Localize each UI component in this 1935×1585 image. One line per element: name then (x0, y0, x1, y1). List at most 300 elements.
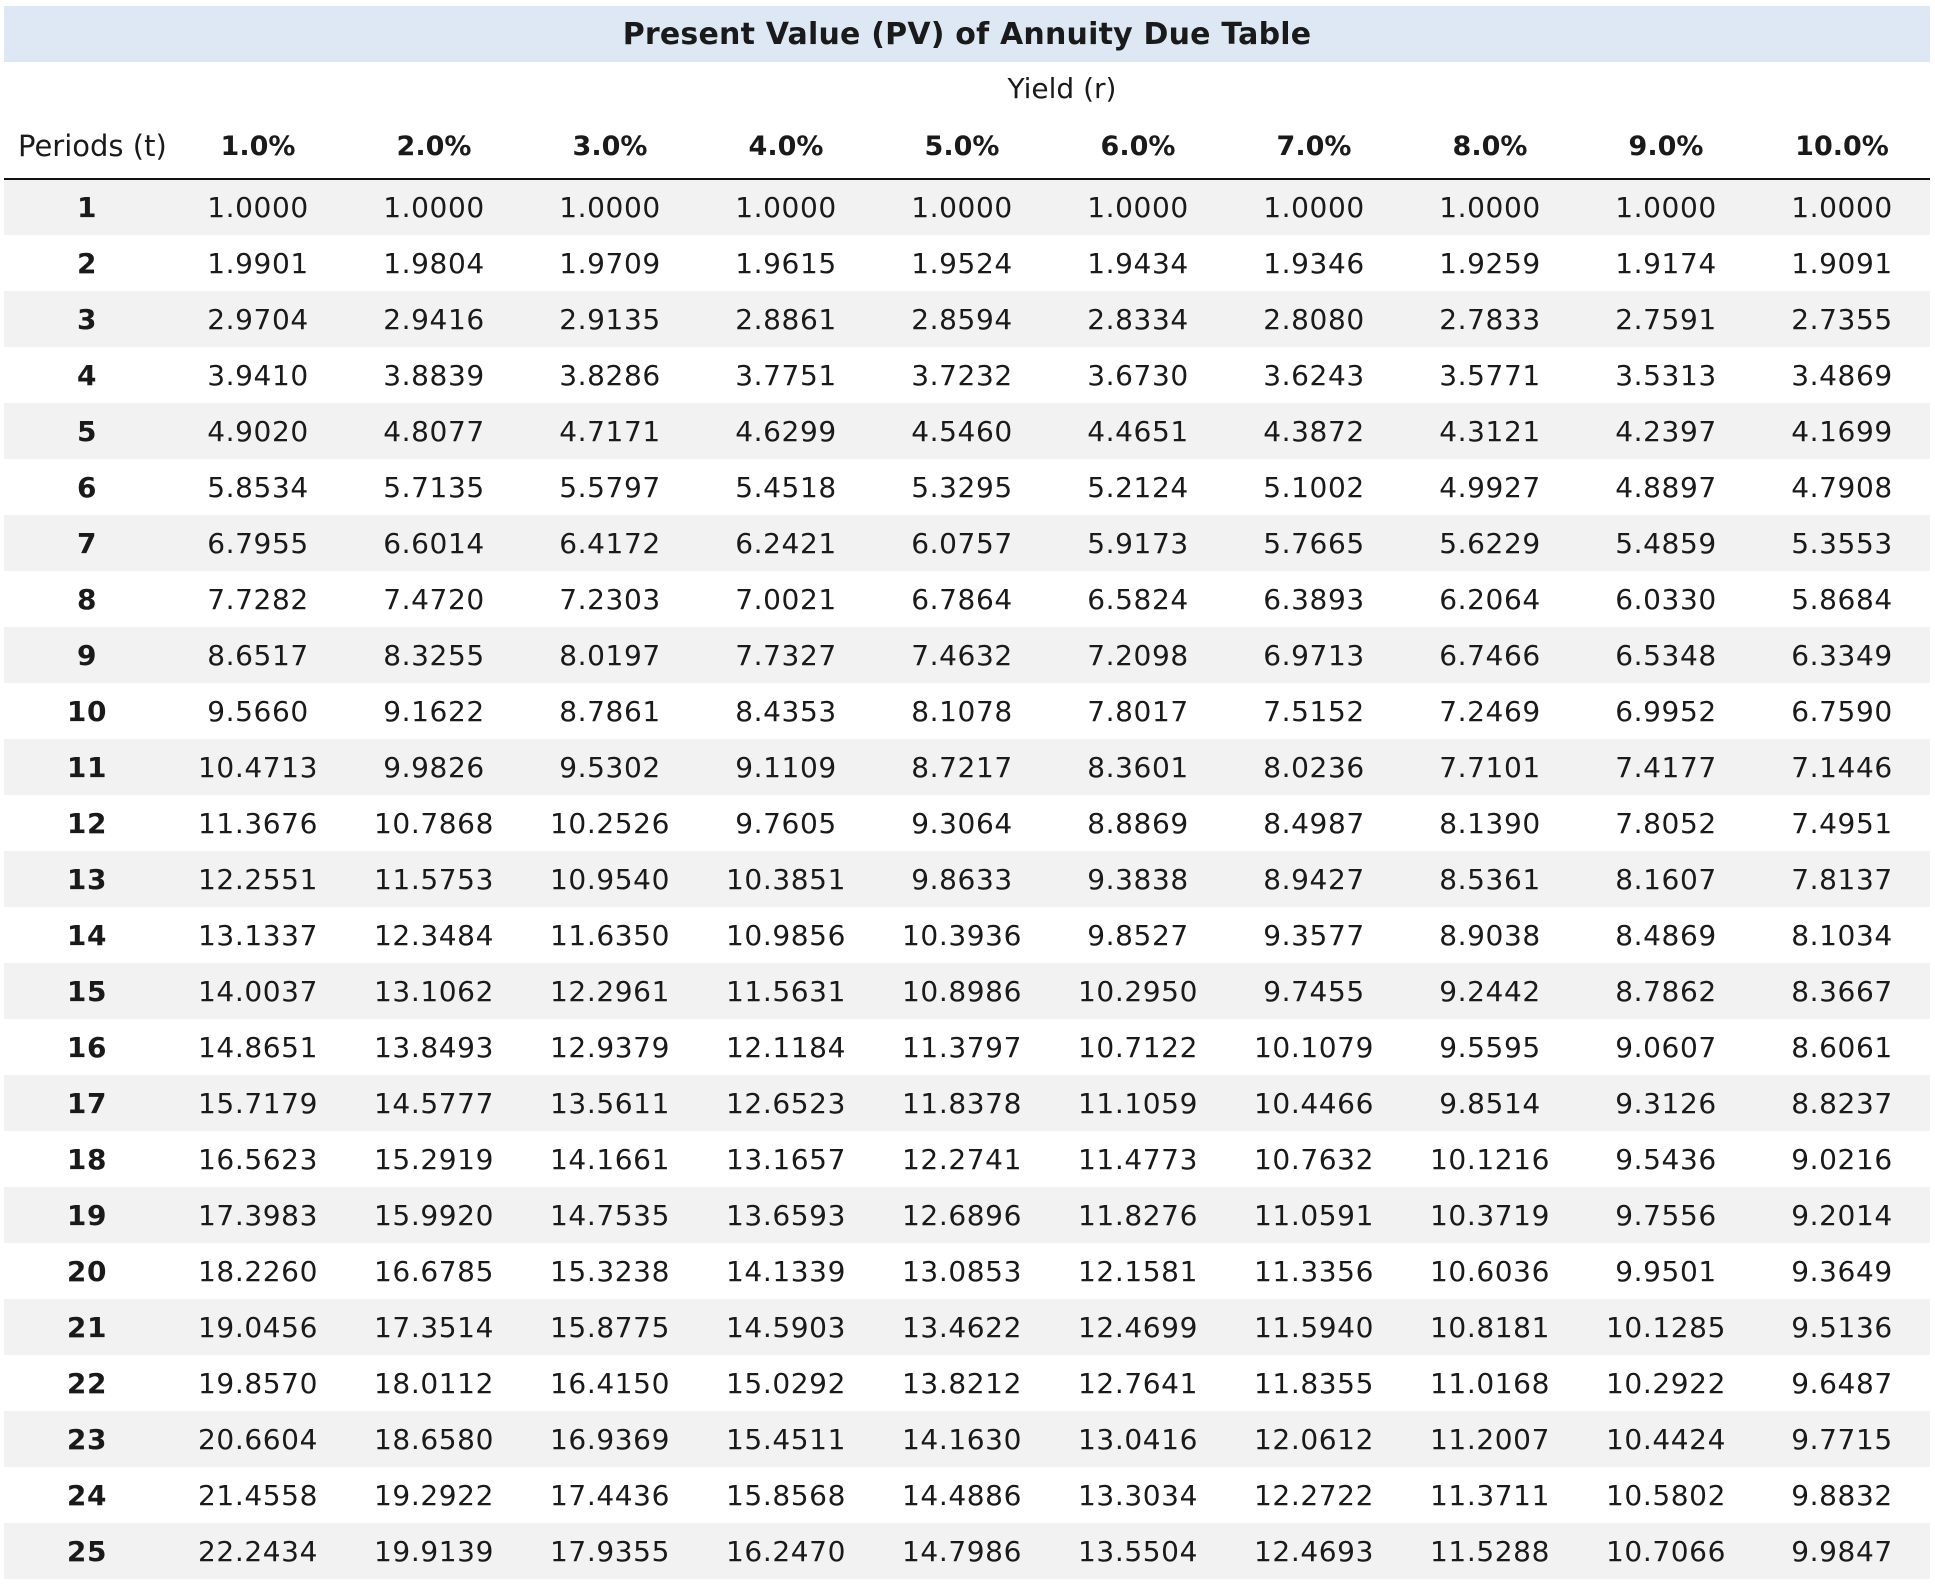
pv-value-cell: 3.9410 (207, 358, 309, 392)
table-row (4, 291, 1930, 347)
pv-value-cell: 1.9434 (1087, 246, 1189, 280)
table-row (4, 235, 1930, 291)
pv-value-cell: 11.0168 (1430, 1366, 1550, 1400)
pv-value-cell: 15.8568 (726, 1478, 846, 1512)
period-cell: 22 (66, 1366, 108, 1400)
pv-value-cell: 10.7122 (1078, 1030, 1198, 1064)
pv-value-cell: 12.2961 (550, 974, 670, 1008)
table-row (4, 1243, 1930, 1299)
table-row (4, 851, 1930, 907)
pv-value-cell: 1.9901 (207, 246, 309, 280)
period-cell: 9 (76, 638, 98, 672)
pv-value-cell: 4.2397 (1615, 414, 1717, 448)
pv-value-cell: 5.2124 (1087, 470, 1189, 504)
pv-value-cell: 1.0000 (1615, 191, 1717, 224)
pv-value-cell: 9.3838 (1087, 862, 1189, 896)
pv-value-cell: 11.4773 (1078, 1142, 1198, 1176)
table-row (4, 1411, 1930, 1467)
pv-value-cell: 12.1184 (726, 1030, 846, 1064)
pv-value-cell: 8.7217 (911, 750, 1013, 784)
pv-value-cell: 1.0000 (383, 191, 485, 224)
pv-value-cell: 5.9173 (1087, 526, 1189, 560)
pv-value-cell: 5.5797 (559, 470, 661, 504)
pv-value-cell: 4.6299 (735, 414, 837, 448)
pv-value-cell: 12.0612 (1254, 1422, 1374, 1456)
periods-column-header: Periods (t) (4, 114, 170, 179)
pv-value-cell: 10.7632 (1254, 1142, 1374, 1176)
pv-value-cell: 13.5504 (1078, 1534, 1198, 1568)
pv-value-cell: 5.1002 (1263, 470, 1365, 504)
pv-value-cell: 7.7327 (735, 638, 837, 672)
pv-value-cell: 16.4150 (550, 1366, 670, 1400)
pv-value-cell: 12.6523 (726, 1086, 846, 1120)
pv-value-cell: 13.8212 (902, 1366, 1022, 1400)
pv-value-cell: 17.9355 (550, 1534, 670, 1568)
pv-value-cell: 7.2303 (559, 582, 661, 616)
pv-value-cell: 9.7455 (1263, 974, 1365, 1008)
table-title: Present Value (PV) of Annuity Due Table (4, 6, 1930, 62)
pv-value-cell: 9.7715 (1791, 1422, 1893, 1456)
pv-value-cell: 8.7862 (1615, 974, 1717, 1008)
pv-value-cell: 2.8861 (735, 302, 837, 336)
pv-value-cell: 14.5777 (374, 1086, 494, 1120)
pv-value-cell: 6.0757 (911, 526, 1013, 560)
pv-value-cell: 8.6517 (207, 638, 309, 672)
pv-value-cell: 10.2922 (1606, 1366, 1726, 1400)
pv-value-cell: 14.1661 (550, 1142, 670, 1176)
pv-value-cell: 2.9704 (207, 302, 309, 336)
pv-value-cell: 15.4511 (726, 1422, 846, 1456)
pv-value-cell: 1.9174 (1615, 246, 1717, 280)
rate-column-header: 6.0% (1050, 114, 1226, 179)
pv-value-cell: 12.3484 (374, 918, 494, 952)
pv-value-cell: 13.3034 (1078, 1478, 1198, 1512)
pv-value-cell: 7.2098 (1087, 638, 1189, 672)
pv-value-cell: 9.0607 (1615, 1030, 1717, 1064)
pv-value-cell: 6.9713 (1263, 638, 1365, 672)
pv-value-cell: 8.1034 (1791, 918, 1893, 952)
table-row (4, 515, 1930, 571)
pv-value-cell: 1.0000 (1263, 191, 1365, 224)
pv-value-cell: 10.2526 (550, 806, 670, 840)
table-row (4, 403, 1930, 459)
pv-value-cell: 4.8077 (383, 414, 485, 448)
table-row (4, 1075, 1930, 1131)
pv-value-cell: 4.8897 (1615, 470, 1717, 504)
pv-value-cell: 12.4693 (1254, 1534, 1374, 1568)
pv-value-cell: 9.5436 (1615, 1142, 1717, 1176)
pv-value-cell: 11.5940 (1254, 1310, 1374, 1344)
rate-column-header: 7.0% (1226, 114, 1402, 179)
pv-value-cell: 6.4172 (559, 526, 661, 560)
pv-value-cell: 6.7590 (1791, 694, 1893, 728)
pv-value-cell: 10.5802 (1606, 1478, 1726, 1512)
pv-value-cell: 3.7751 (735, 358, 837, 392)
rate-column-header: 8.0% (1402, 114, 1578, 179)
pv-value-cell: 10.8181 (1430, 1310, 1550, 1344)
pv-value-cell: 9.8527 (1087, 918, 1189, 952)
table-row (4, 907, 1930, 963)
pv-value-cell: 6.3893 (1263, 582, 1365, 616)
pv-value-cell: 7.0021 (735, 582, 837, 616)
pv-value-cell: 13.6593 (726, 1198, 846, 1232)
pv-value-cell: 13.1657 (726, 1142, 846, 1176)
pv-value-cell: 17.4436 (550, 1478, 670, 1512)
period-cell: 5 (76, 414, 98, 448)
pv-value-cell: 8.1390 (1439, 806, 1541, 840)
pv-value-cell: 8.3601 (1087, 750, 1189, 784)
pv-value-cell: 13.8493 (374, 1030, 494, 1064)
pv-value-cell: 8.4869 (1615, 918, 1717, 952)
pv-value-cell: 13.0853 (902, 1254, 1022, 1288)
pv-value-cell: 10.3936 (902, 918, 1022, 952)
pv-value-cell: 6.6014 (383, 526, 485, 560)
pv-value-cell: 1.0000 (559, 191, 661, 224)
pv-value-cell: 10.1216 (1430, 1142, 1550, 1176)
pv-value-cell: 12.2722 (1254, 1478, 1374, 1512)
pv-value-cell: 14.1630 (902, 1422, 1022, 1456)
pv-value-cell: 5.3553 (1791, 526, 1893, 560)
pv-value-cell: 4.3872 (1263, 414, 1365, 448)
pv-value-cell: 11.8355 (1254, 1366, 1374, 1400)
table-body (4, 179, 1930, 1579)
pv-value-cell: 9.9501 (1615, 1254, 1717, 1288)
pv-value-cell: 11.3797 (902, 1030, 1022, 1064)
pv-value-cell: 7.4951 (1791, 806, 1893, 840)
table-row (4, 1467, 1930, 1523)
pv-value-cell: 14.7535 (550, 1198, 670, 1232)
table-row (4, 683, 1930, 739)
pv-value-cell: 16.5623 (198, 1142, 318, 1176)
pv-value-cell: 10.1285 (1606, 1310, 1726, 1344)
pv-value-cell: 8.8869 (1087, 806, 1189, 840)
pv-value-cell: 9.0216 (1791, 1142, 1893, 1176)
pv-value-cell: 1.0000 (207, 191, 309, 224)
pv-value-cell: 13.5611 (550, 1086, 670, 1120)
pv-value-cell: 14.8651 (198, 1030, 318, 1064)
period-cell: 25 (66, 1534, 108, 1568)
period-cell: 14 (66, 918, 108, 952)
pv-value-cell: 13.1062 (374, 974, 494, 1008)
pv-value-cell: 12.6896 (902, 1198, 1022, 1232)
pv-value-cell: 14.0037 (198, 974, 318, 1008)
pv-value-cell: 21.4558 (198, 1478, 318, 1512)
period-cell: 12 (66, 806, 108, 840)
pv-value-cell: 9.9847 (1791, 1534, 1893, 1568)
pv-value-cell: 4.7908 (1791, 470, 1893, 504)
period-cell: 16 (66, 1030, 108, 1064)
pv-value-cell: 11.2007 (1430, 1422, 1550, 1456)
pv-value-cell: 5.6229 (1439, 526, 1541, 560)
pv-value-cell: 12.4699 (1078, 1310, 1198, 1344)
pv-value-cell: 16.6785 (374, 1254, 494, 1288)
pv-value-cell: 8.8237 (1791, 1086, 1893, 1120)
period-cell: 24 (66, 1478, 108, 1512)
pv-value-cell: 7.4632 (911, 638, 1013, 672)
pv-value-cell: 8.0236 (1263, 750, 1365, 784)
pv-value-cell: 1.9524 (911, 246, 1013, 280)
pv-value-cell: 8.3255 (383, 638, 485, 672)
table-row (4, 1131, 1930, 1187)
pv-value-cell: 2.7833 (1439, 302, 1541, 336)
pv-value-cell: 6.5824 (1087, 582, 1189, 616)
pv-value-cell: 3.5313 (1615, 358, 1717, 392)
table-row (4, 1019, 1930, 1075)
pv-value-cell: 9.8832 (1791, 1478, 1893, 1512)
pv-value-cell: 1.9804 (383, 246, 485, 280)
pv-value-cell: 1.9259 (1439, 246, 1541, 280)
period-cell: 15 (66, 974, 108, 1008)
pv-value-cell: 2.9135 (559, 302, 661, 336)
pv-value-cell: 5.7135 (383, 470, 485, 504)
pv-value-cell: 7.4720 (383, 582, 485, 616)
table-row (4, 571, 1930, 627)
table-row (4, 963, 1930, 1019)
pv-value-cell: 9.1109 (735, 750, 837, 784)
pv-value-cell: 6.0330 (1615, 582, 1717, 616)
pv-value-cell: 6.2421 (735, 526, 837, 560)
pv-value-cell: 12.2551 (198, 862, 318, 896)
pv-value-cell: 10.8986 (902, 974, 1022, 1008)
pv-value-cell: 2.8594 (911, 302, 1013, 336)
pv-value-cell: 2.9416 (383, 302, 485, 336)
pv-value-cell: 8.7861 (559, 694, 661, 728)
period-cell: 4 (76, 358, 98, 392)
pv-value-cell: 1.9346 (1263, 246, 1365, 280)
pv-value-cell: 7.7101 (1439, 750, 1541, 784)
pv-value-cell: 8.5361 (1439, 862, 1541, 896)
pv-value-cell: 10.2950 (1078, 974, 1198, 1008)
pv-value-cell: 9.7605 (735, 806, 837, 840)
period-cell: 2 (76, 246, 98, 280)
pv-value-cell: 9.3649 (1791, 1254, 1893, 1288)
pv-value-cell: 15.2919 (374, 1142, 494, 1176)
pv-value-cell: 10.7066 (1606, 1534, 1726, 1568)
rate-column-header: 10.0% (1754, 114, 1930, 179)
pv-value-cell: 4.5460 (911, 414, 1013, 448)
pv-value-cell: 6.2064 (1439, 582, 1541, 616)
pv-value-cell: 5.7665 (1263, 526, 1365, 560)
pv-value-cell: 7.7282 (207, 582, 309, 616)
pv-value-cell: 1.9615 (735, 246, 837, 280)
pv-value-cell: 4.1699 (1791, 414, 1893, 448)
pv-value-cell: 9.9826 (383, 750, 485, 784)
rate-column-header: 1.0% (170, 114, 346, 179)
pv-value-cell: 15.9920 (374, 1198, 494, 1232)
pv-value-cell: 11.1059 (1078, 1086, 1198, 1120)
pv-value-cell: 9.5136 (1791, 1310, 1893, 1344)
pv-value-cell: 5.8684 (1791, 582, 1893, 616)
pv-value-cell: 20.6604 (198, 1422, 318, 1456)
pv-value-cell: 6.9952 (1615, 694, 1717, 728)
table-row (4, 739, 1930, 795)
pv-value-cell: 1.9091 (1791, 246, 1893, 280)
rate-column-header: 3.0% (522, 114, 698, 179)
pv-value-cell: 9.3577 (1263, 918, 1365, 952)
pv-value-cell: 11.8378 (902, 1086, 1022, 1120)
pv-value-cell: 17.3983 (198, 1198, 318, 1232)
table-row (4, 179, 1930, 235)
pv-value-cell: 11.3356 (1254, 1254, 1374, 1288)
pv-value-cell: 13.4622 (902, 1310, 1022, 1344)
pv-value-cell: 19.8570 (198, 1366, 318, 1400)
pv-value-cell: 8.3667 (1791, 974, 1893, 1008)
pv-value-cell: 5.3295 (911, 470, 1013, 504)
pv-value-cell: 10.3719 (1430, 1198, 1550, 1232)
pv-value-cell: 12.2741 (902, 1142, 1022, 1176)
pv-value-cell: 3.6243 (1263, 358, 1365, 392)
pv-value-cell: 1.0000 (735, 191, 837, 224)
pv-value-cell: 10.7868 (374, 806, 494, 840)
pv-value-cell: 15.7179 (198, 1086, 318, 1120)
pv-value-cell: 8.9038 (1439, 918, 1541, 952)
pv-value-cell: 4.4651 (1087, 414, 1189, 448)
pv-value-cell: 18.2260 (198, 1254, 318, 1288)
pv-value-cell: 16.9369 (550, 1422, 670, 1456)
pv-value-cell: 4.3121 (1439, 414, 1541, 448)
pv-value-cell: 4.9020 (207, 414, 309, 448)
period-cell: 1 (76, 191, 98, 224)
pv-value-cell: 6.7955 (207, 526, 309, 560)
pv-value-cell: 8.1078 (911, 694, 1013, 728)
period-cell: 10 (66, 694, 108, 728)
pv-value-cell: 1.0000 (1439, 191, 1541, 224)
pv-value-cell: 9.5302 (559, 750, 661, 784)
pv-value-cell: 10.9540 (550, 862, 670, 896)
table-row (4, 347, 1930, 403)
pv-value-cell: 2.8080 (1263, 302, 1365, 336)
period-cell: 20 (66, 1254, 108, 1288)
period-cell: 11 (66, 750, 108, 784)
pv-value-cell: 22.2434 (198, 1534, 318, 1568)
pv-value-cell: 11.5753 (374, 862, 494, 896)
yield-label: Yield (r) (1007, 71, 1117, 105)
pv-value-cell: 8.1607 (1615, 862, 1717, 896)
pv-value-cell: 5.4518 (735, 470, 837, 504)
pv-value-cell: 3.8839 (383, 358, 485, 392)
pv-value-cell: 10.4713 (198, 750, 318, 784)
pv-value-cell: 1.0000 (911, 191, 1013, 224)
pv-value-cell: 9.3064 (911, 806, 1013, 840)
rate-column-header: 9.0% (1578, 114, 1754, 179)
pv-value-cell: 7.2469 (1439, 694, 1541, 728)
annuity-table-page (4, 6, 1930, 1579)
pv-value-cell: 10.6036 (1430, 1254, 1550, 1288)
table-row (4, 459, 1930, 515)
pv-value-cell: 10.1079 (1254, 1030, 1374, 1064)
period-cell: 23 (66, 1422, 108, 1456)
pv-value-cell: 3.4869 (1791, 358, 1893, 392)
period-cell: 19 (66, 1198, 108, 1232)
pv-value-cell: 9.2014 (1791, 1198, 1893, 1232)
pv-value-cell: 15.3238 (550, 1254, 670, 1288)
pv-value-cell: 6.7864 (911, 582, 1013, 616)
pv-value-cell: 11.5288 (1430, 1534, 1550, 1568)
pv-value-cell: 9.5660 (207, 694, 309, 728)
pv-value-cell: 11.3711 (1430, 1478, 1550, 1512)
pv-value-cell: 9.3126 (1615, 1086, 1717, 1120)
pv-value-cell: 3.7232 (911, 358, 1013, 392)
pv-value-cell: 15.0292 (726, 1366, 846, 1400)
pv-value-cell: 9.8633 (911, 862, 1013, 896)
pv-value-cell: 3.8286 (559, 358, 661, 392)
pv-value-cell: 7.8017 (1087, 694, 1189, 728)
header-row (4, 114, 1930, 179)
pv-value-cell: 9.5595 (1439, 1030, 1541, 1064)
rate-column-header: 4.0% (698, 114, 874, 179)
period-cell: 8 (76, 582, 98, 616)
table-row (4, 1355, 1930, 1411)
pv-value-cell: 18.6580 (374, 1422, 494, 1456)
rate-column-header: 5.0% (874, 114, 1050, 179)
pv-value-cell: 2.8334 (1087, 302, 1189, 336)
pv-value-cell: 11.6350 (550, 918, 670, 952)
pv-value-cell: 8.9427 (1263, 862, 1365, 896)
pv-value-cell: 1.0000 (1791, 191, 1893, 224)
pv-value-cell: 13.0416 (1078, 1422, 1198, 1456)
pv-value-cell: 10.4424 (1606, 1422, 1726, 1456)
pv-value-cell: 9.2442 (1439, 974, 1541, 1008)
pv-value-cell: 12.9379 (550, 1030, 670, 1064)
pv-value-cell: 10.3851 (726, 862, 846, 896)
pv-value-cell: 14.7986 (902, 1534, 1022, 1568)
pv-value-cell: 19.0456 (198, 1310, 318, 1344)
pv-value-cell: 17.3514 (374, 1310, 494, 1344)
pv-value-cell: 1.9709 (559, 246, 661, 280)
pv-value-cell: 6.3349 (1791, 638, 1893, 672)
pv-value-cell: 8.6061 (1791, 1030, 1893, 1064)
pv-value-cell: 8.4353 (735, 694, 837, 728)
pv-value-cell: 11.8276 (1078, 1198, 1198, 1232)
pv-value-cell: 14.5903 (726, 1310, 846, 1344)
pv-value-cell: 14.1339 (726, 1254, 846, 1288)
pv-value-cell: 2.7355 (1791, 302, 1893, 336)
pv-value-cell: 4.7171 (559, 414, 661, 448)
period-cell: 6 (76, 470, 98, 504)
period-cell: 13 (66, 862, 108, 896)
pv-value-cell: 18.0112 (374, 1366, 494, 1400)
period-cell: 7 (76, 526, 98, 560)
pv-value-cell: 10.9856 (726, 918, 846, 952)
table-row (4, 627, 1930, 683)
pv-value-cell: 12.7641 (1078, 1366, 1198, 1400)
pv-value-cell: 4.9927 (1439, 470, 1541, 504)
table-row (4, 1187, 1930, 1243)
pv-value-cell: 8.4987 (1263, 806, 1365, 840)
pv-value-cell: 16.2470 (726, 1534, 846, 1568)
pv-value-cell: 5.4859 (1615, 526, 1717, 560)
table-row (4, 795, 1930, 851)
pv-value-cell: 3.5771 (1439, 358, 1541, 392)
pv-value-cell: 12.1581 (1078, 1254, 1198, 1288)
pv-value-cell: 1.0000 (1087, 191, 1189, 224)
pv-value-cell: 19.2922 (374, 1478, 494, 1512)
pv-value-cell: 10.4466 (1254, 1086, 1374, 1120)
pv-annuity-due-table (4, 114, 1930, 1579)
period-cell: 18 (66, 1142, 108, 1176)
pv-value-cell: 7.5152 (1263, 694, 1365, 728)
period-cell: 3 (76, 302, 98, 336)
pv-value-cell: 11.5631 (726, 974, 846, 1008)
pv-value-cell: 7.4177 (1615, 750, 1717, 784)
pv-value-cell: 7.8137 (1791, 862, 1893, 896)
pv-value-cell: 6.7466 (1439, 638, 1541, 672)
table-row (4, 1299, 1930, 1355)
pv-value-cell: 7.1446 (1791, 750, 1893, 784)
pv-value-cell: 14.4886 (902, 1478, 1022, 1512)
pv-value-cell: 15.8775 (550, 1310, 670, 1344)
pv-value-cell: 5.8534 (207, 470, 309, 504)
